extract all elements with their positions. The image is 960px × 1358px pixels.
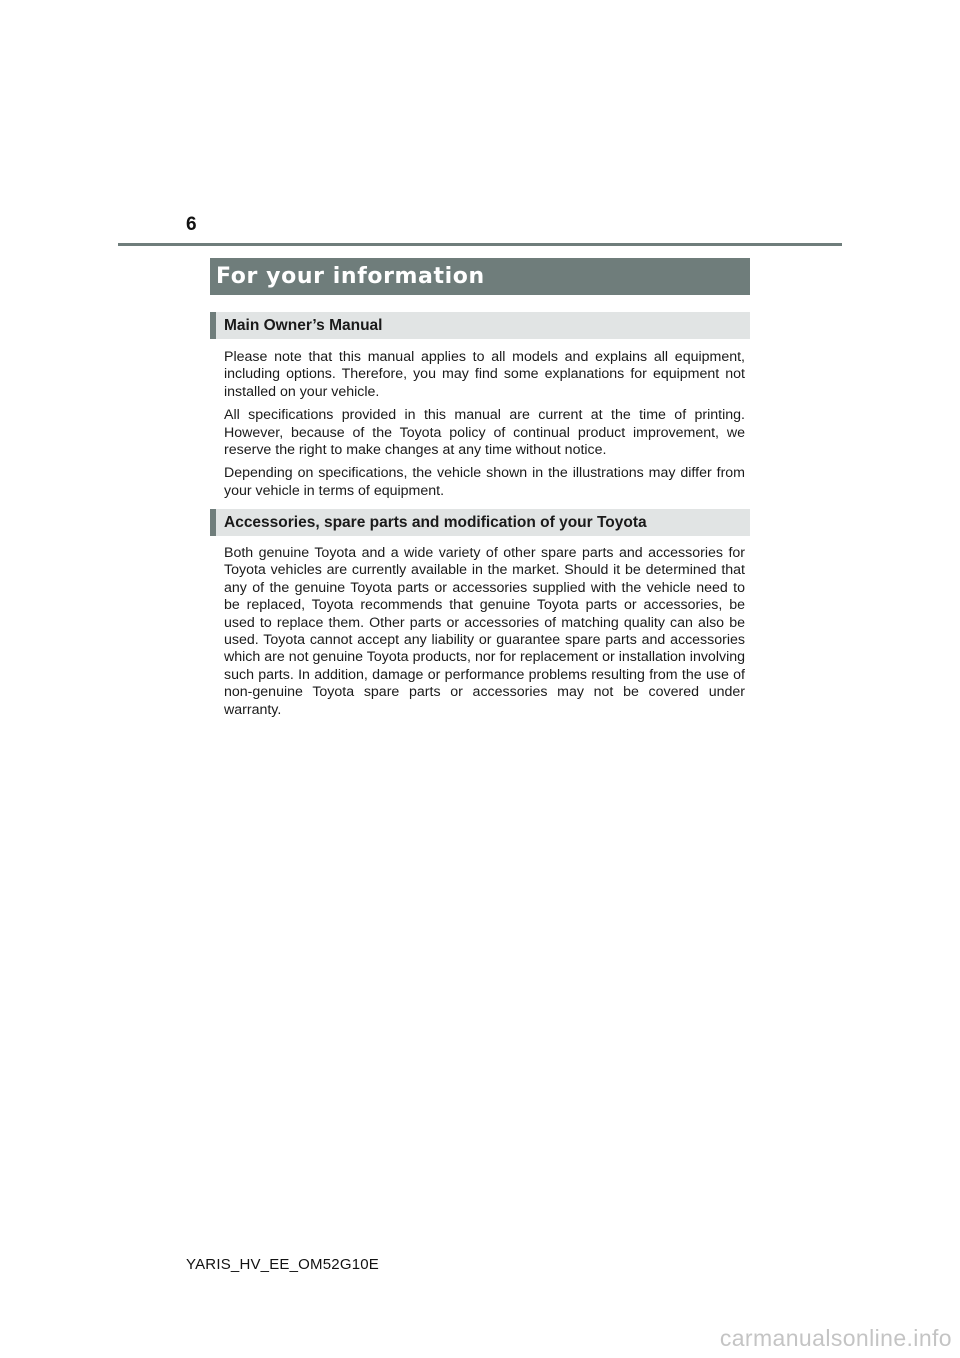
page-number: 6 xyxy=(186,214,197,235)
subheading-accessories xyxy=(210,509,750,536)
subheading-label: Main Owner’s Manual xyxy=(224,316,383,334)
watermark: carmanualsonline.info xyxy=(719,1325,952,1351)
header-divider xyxy=(118,243,842,246)
main-owners-manual-body xyxy=(224,349,745,506)
document-code: YARIS_HV_EE_OM52G10E xyxy=(186,1256,379,1273)
body-paragraph: Both genuine Toyota and a wide variety of other spare parts and accessories for Toyota vehicles are currently available in the market. Should it be determined that any of the genuine Toyota parts or accessories supplied with the vehicle need to be replaced, Toyota recommends that genuine Toyota parts or accessories, be used to replace them. Other parts or accessories of matching quality can also be used. Toyota cannot accept any liability or guarantee spare parts and accessories which are not genuine Toyota products, nor for replacement or installation involving such parts. In addition, damage or performance problems resulting from the use of non-genuine Toyota spare parts or accessories may not be covered under warranty. xyxy=(224,545,745,718)
section-title: For your information xyxy=(216,264,485,289)
body-paragraph: Please note that this manual applies to all models and explains all equipment, including options. Therefore, you may find some explanations for equipment not installed on your vehicle. xyxy=(224,349,745,400)
body-paragraph: Depending on specifications, the vehicle shown in the illustrations may differ from your vehicle in terms of equipment. xyxy=(224,465,745,499)
subheading-main-owners-manual xyxy=(210,312,750,339)
body-paragraph: All specifications provided in this manual are current at the time of printing. However, because of the Toyota policy of continual product improvement, we reserve the right to make changes at any time without notice. xyxy=(224,407,745,459)
subheading-label: Accessories, spare parts and modification of your Toyota xyxy=(224,513,647,531)
section-title-banner xyxy=(210,258,750,295)
accessories-body xyxy=(224,545,745,725)
